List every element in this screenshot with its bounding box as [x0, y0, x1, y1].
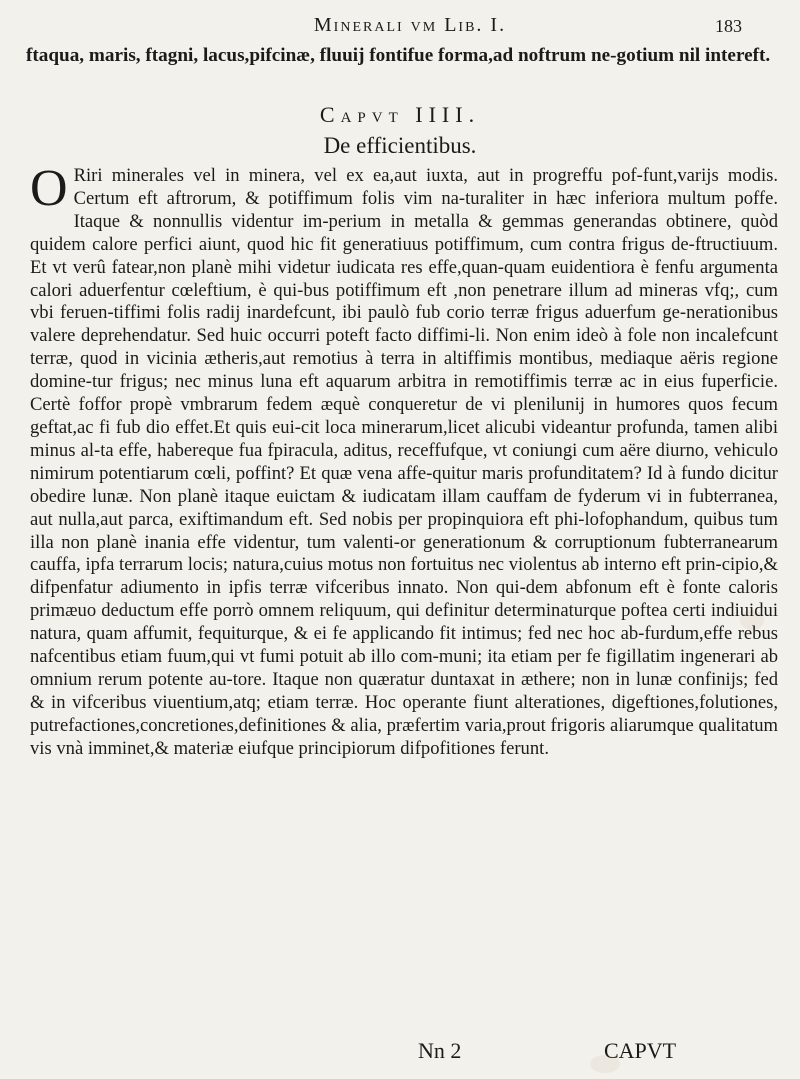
running-title: Minerali vm Lib. I. [313, 14, 507, 36]
catchword: CAPVT [604, 1038, 677, 1063]
chapter-title: Capvt IIII. [319, 102, 481, 127]
body-paragraph: Riri minerales vel in minera, vel ex ea,aut iuxta, aut in progreffu pof-funt,varijs modis. Certum eft aftrorum, & potiffimum folis vim na-turaliter in hæc inferiora multum poffe. Itaque & nonnullis videntur im-perium in metalla & gemmas generandas obtinere, quòd quidem calore perfici aiunt, quod hic fit generatiuus potiffimum, cum contra frigus de-ftructiuum. Et vt verû fatear,non planè mihi videtur iudicata res effe,quan-quam euidentiora è fenfu argumenta calori aduerfentur cœleftium, è qui-bus potiffimum eft ,non penetrare illum ad mineras vfq;, cum vbi feruen-tiffimi folis radij inardefcunt, ibi paulò fub corio terræ frigus aduerfum ge-nerationibus valere deprehendatur. Sed huic occurri poteft facto diffimi-li. Non enim ideò à fole non incalefcunt terræ, quod in vicinia ætheris,aut remotius à terra in altiffimis montibus, mediaque aëris regione domine-tur frigus; nec minus luna eft aquarum arbitra in remotiffimis terræ ac in eius fuperficie. Certè foffor propè vmbrarum fedem æquè conqueretur de vi plenilunij in humores quos fecum geftat,ac fi fub dio effet.Et quis eui-cit loca minerarum,licet alicubi videantur profunda, tamen alibi minus al-ta effe, habereque fua fpiracula, aditus, receffufque, vt coniungi cum aëre diurno, vehiculo nimirum potentiarum cœli, poffint? Et quæ vena affe-quitur maris profunditatem? Id à fundo dicitur obedire lunæ. Non planè itaque euictam & iudicatam illam cauffam de fyderum vi in fubterranea, aut nulla,aut parca, exiftimandum eft. Sed nobis per propinquiora eft phi-lofophandum, quibus tum illa non planè inania effe videntur, tum valenti-or generationum & corruptionum fubterranearum cauffa, ipfa terrarum locis; natura,cuius motus non fortuitus nec violentus ab interno eft prin-cipio,& difpenfatur adiumento in ipfis terræ vifceribus innato. Non qui-dem abfonum eft è fonte caloris primæuo deductum effe porrò omnem reliquum, qui definitur determinaturque poftea certi indiuidui natura, quam affumit, fequiturque, & ei fe applicando fit intimus; fed nec hoc ab-furdum,effe rebus nafcentibus etiam fuum,qui vt fumi potuit ab illo com-muni; ita etiam per fe figillatim ingenerari ab omnium rerum potente au-tore. Itaque non quæratur duntaxat in æthere; non in lunæ confinijs; fed & in vifceribus viuentium,atq; etiam terræ. Hoc operante fiunt alterationes, digeftiones,folutiones, putrefactiones,concretiones,definitiones & alia, præfertim varia,prout frigoris aliarumque qualitatum vis vnà imminet,& materiæ eiufque principiorum difpofitiones ferunt. [30, 165, 778, 759]
chapter-body-text [30, 160, 778, 761]
page-number: 183 [715, 16, 742, 36]
chapter-subtitle: De efficientibus. [323, 133, 477, 158]
previous-chapter-ending: ftaqua, maris, ftagni, lacus,pifcinæ, fluuij fontifue forma,ad noftrum ne-gotium nil intereft. [26, 45, 771, 66]
running-head [60, 14, 760, 42]
signature-mark: Nn 2 [418, 1038, 462, 1063]
page-footer [0, 1038, 800, 1068]
drop-cap-initial: O [30, 160, 68, 217]
